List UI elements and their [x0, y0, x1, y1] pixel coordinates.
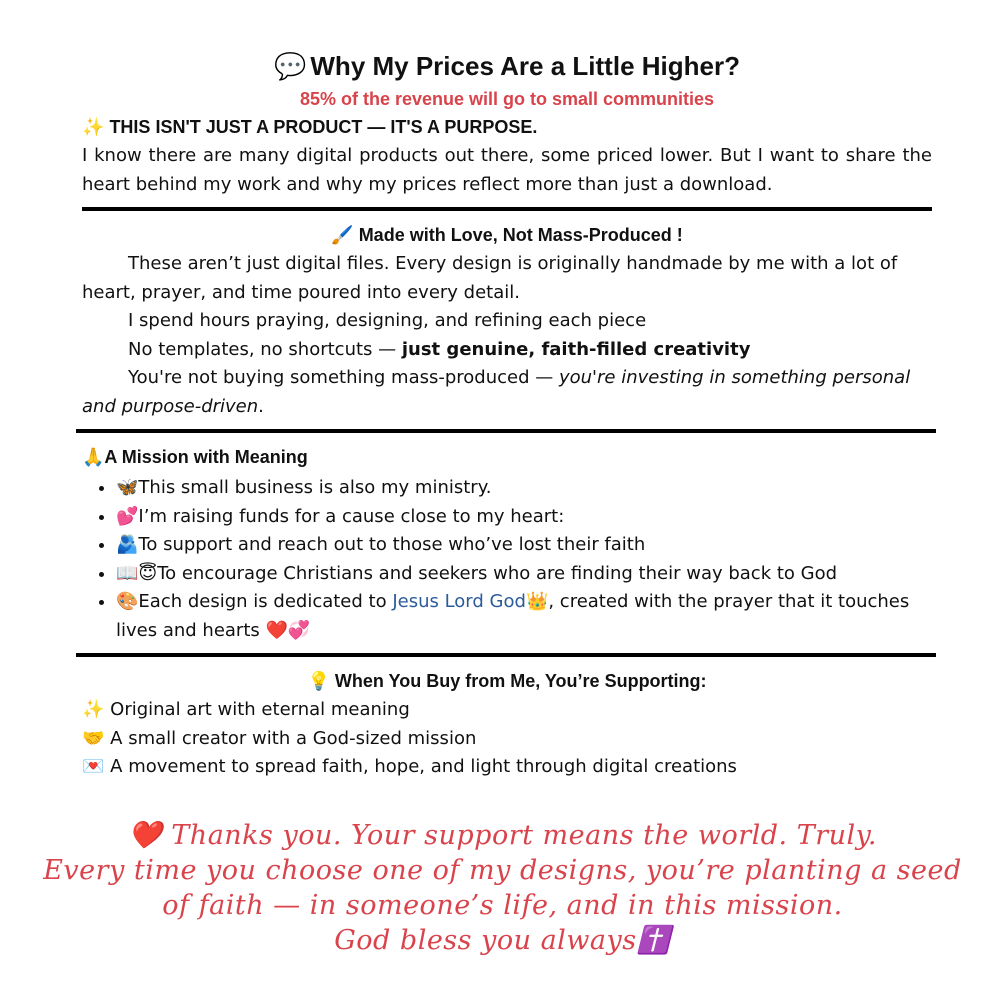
love-paragraph-1: These aren’t just digital files. Every design is originally handmade by me with a lot of heart, prayer, and time poured into every detail. — [82, 253, 898, 303]
love-p4-text: You're not buying something mass-produced — — [128, 367, 559, 388]
love-p4-end: . — [258, 395, 264, 417]
list-item-text: To encourage Christians and seekers who are finding their way back to God — [157, 562, 838, 584]
divider — [76, 653, 936, 657]
thanks-line-2: Every time you choose one of my designs, you’re planting a seed — [43, 855, 962, 886]
love-paragraph-3 — [82, 336, 932, 365]
page-content — [82, 48, 932, 782]
crown-icon: 👑 — [525, 591, 549, 612]
list-item — [116, 531, 932, 560]
list-item-text: This small business is also my ministry. — [138, 477, 492, 498]
support-heading-text: When You Buy from Me, You’re Supporting: — [334, 671, 707, 691]
love-p4-italic: you're investing in something personal and purpose-driven — [82, 367, 911, 417]
thanks-line-4-text: God bless you always — [334, 925, 637, 956]
page-title — [82, 48, 932, 85]
speech-bubble-icon: 💬 — [274, 52, 307, 82]
intro-heading-text: THIS ISN'T JUST A PRODUCT — IT'S A PURPOSE. — [109, 117, 538, 137]
love-letter-icon: 💌 — [82, 756, 105, 777]
thanks-line-3: of faith — in someone’s life, and in this mission. — [162, 890, 843, 921]
two-hearts-icon: 💕 — [116, 505, 139, 527]
love-heading — [82, 221, 932, 250]
light-bulb-icon: 💡 — [307, 671, 330, 692]
jesus-link[interactable]: Jesus Lord God — [392, 591, 526, 612]
mission-heading — [82, 443, 932, 472]
support-item-text: A movement to spread faith, hope, and light through digital creations — [110, 756, 737, 777]
love-heading-text: Made with Love, Not Mass-Produced ! — [358, 225, 683, 245]
list-item-text: I’m raising funds for a cause close to my heart: — [138, 505, 565, 527]
thank-you-message — [40, 818, 965, 958]
list-item — [116, 560, 932, 589]
handshake-icon: 🤝 — [82, 727, 105, 749]
intro-heading — [82, 113, 932, 142]
mission-list — [82, 474, 932, 645]
divider — [76, 429, 936, 433]
heart-icon: ❤️ — [128, 820, 163, 851]
thanks-line-1 — [40, 818, 965, 853]
title-text: Why My Prices Are a Little Higher? — [310, 51, 740, 81]
page-subtitle: 85% of the revenue will go to small communities — [299, 89, 715, 109]
support-heading — [82, 667, 932, 696]
divider — [82, 207, 932, 211]
love-p3-text: No templates, no shortcuts — — [128, 338, 402, 360]
support-item-text: A small creator with a God-sized mission — [110, 727, 477, 749]
list-item — [116, 474, 932, 503]
paintbrush-icon: 🖌️ — [331, 225, 354, 246]
list-item — [116, 503, 932, 532]
palette-icon: 🎨 — [116, 591, 139, 612]
support-item-text: Original art with eternal meaning — [110, 699, 410, 720]
list-item-text: Each design is dedicated to — [138, 591, 393, 612]
list-item — [116, 588, 932, 645]
cross-icon: ✝️ — [636, 925, 671, 956]
list-item-text-end: , created with the prayer that it touches lives and hearts — [116, 591, 910, 641]
sparkles-icon: ✨ — [82, 117, 105, 138]
love-paragraph-2: I spend hours praying, designing, and refining each piece — [128, 310, 647, 331]
love-paragraph-4 — [82, 364, 932, 421]
hearts-icon: ❤️💞 — [265, 619, 311, 641]
thanks-line-4 — [40, 923, 965, 958]
support-item — [82, 753, 932, 782]
support-item — [82, 725, 932, 754]
love-p3-bold: just genuine, faith-filled creativity — [401, 338, 751, 360]
support-item — [82, 696, 932, 725]
mission-heading-text: A Mission with Meaning — [104, 447, 308, 467]
sparkles-icon: ✨ — [82, 699, 105, 720]
butterfly-icon: 🦋 — [116, 477, 139, 498]
book-angel-icon: 📖😇 — [116, 562, 158, 584]
list-item-text: To support and reach out to those who’ve lost their faith — [138, 534, 646, 555]
intro-text: I know there are many digital products out there, some priced lower. But I want to share the heart behind my work and why my prices reflect more than just a download. — [82, 145, 932, 195]
hugging-people-icon: 🫂 — [116, 534, 139, 555]
praying-hands-icon: 🙏 — [82, 447, 105, 468]
thanks-line-1-text: Thanks you. Your support means the world. Truly. — [171, 820, 877, 851]
